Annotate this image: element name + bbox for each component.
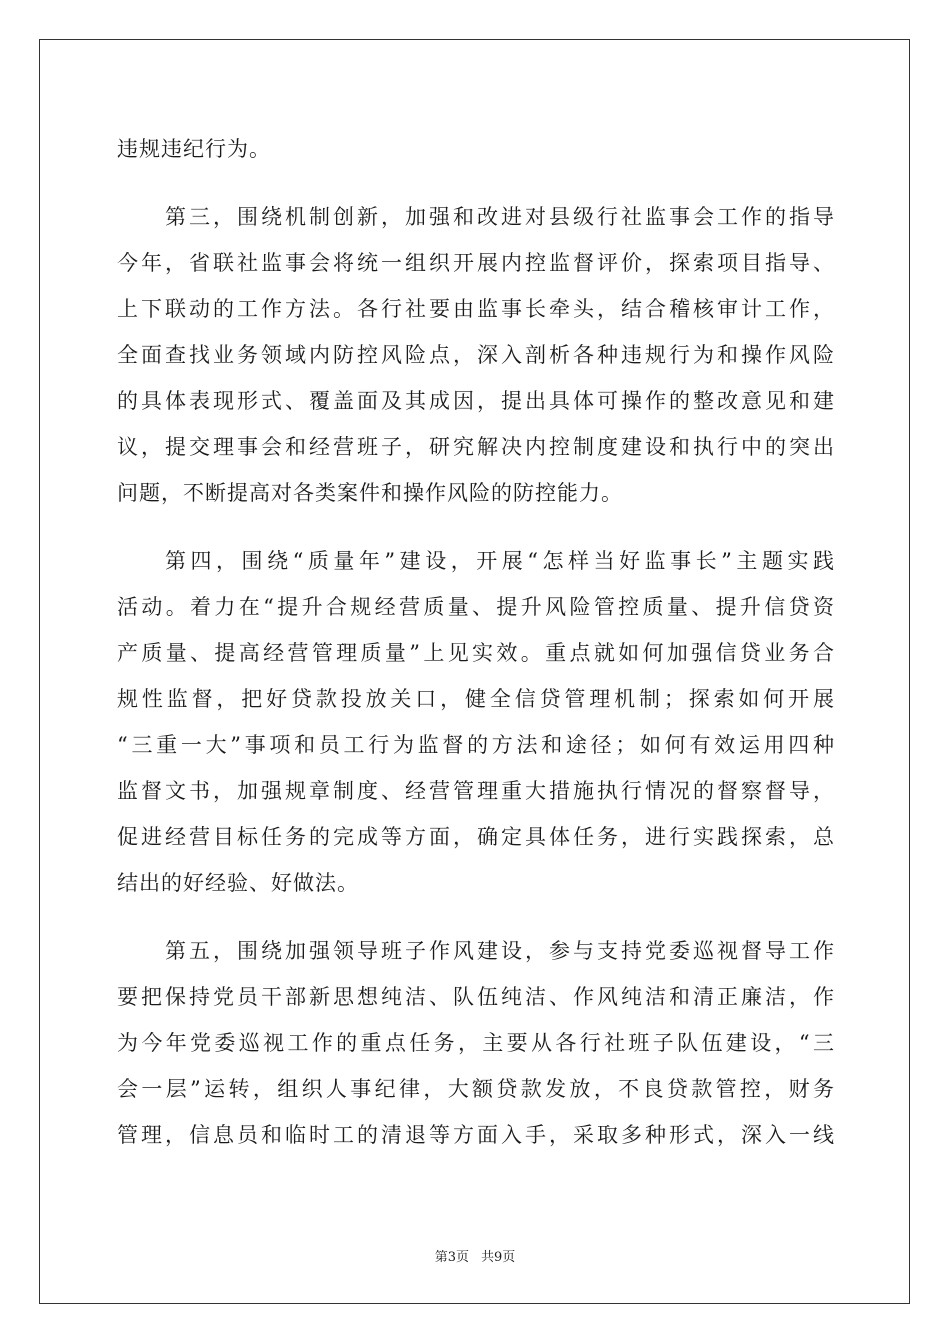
text-line: 今年，省联社监事会将统一组织开展内控监督评价，探索项目指导、 bbox=[117, 251, 835, 275]
text-line: 第四，围绕“质量年”建设，开展“怎样当好监事长”主题实践 bbox=[165, 549, 835, 573]
text-line: 促进经营目标任务的完成等方面，确定具体任务，进行实践探索，总 bbox=[117, 825, 835, 849]
text-line: 监督文书，加强规章制度、经营管理重大措施执行情况的督察督导， bbox=[117, 779, 835, 803]
current-page-label: 第3页 bbox=[434, 1250, 469, 1265]
text-line: 规性监督，把好贷款投放关口，健全信贷管理机制；探索如何开展 bbox=[117, 687, 835, 711]
text-line: 的具体表现形式、覆盖面及其成因，提出具体可操作的整改意见和建 bbox=[117, 389, 835, 413]
total-pages-label: 共9页 bbox=[481, 1250, 516, 1265]
text-line: 上下联动的工作方法。各行社要由监事长牵头，结合稽核审计工作， bbox=[117, 297, 835, 321]
text-line: 管理，信息员和临时工的清退等方面入手，采取多种形式，深入一线 bbox=[117, 1123, 835, 1147]
document-body bbox=[117, 126, 835, 1158]
text-line: 全面查找业务领域内防控风险点，深入剖析各种违规行为和操作风险 bbox=[117, 343, 835, 367]
page-footer bbox=[0, 1246, 950, 1265]
text-line: 问题，不断提高对各类案件和操作风险的防控能力。 bbox=[117, 481, 623, 505]
text-line: 产质量、提高经营管理质量”上见实效。重点就如何加强信贷业务合 bbox=[117, 641, 835, 665]
text-line: 议，提交理事会和经营班子，研究解决内控制度建设和执行中的突出 bbox=[117, 435, 835, 459]
text-line: 为今年党委巡视工作的重点任务，主要从各行社班子队伍建设，“三 bbox=[117, 1031, 835, 1055]
text-line: 结出的好经验、好做法。 bbox=[117, 871, 359, 895]
text-line: 会一层”运转，组织人事纪律，大额贷款发放，不良贷款管控，财务 bbox=[117, 1077, 835, 1101]
text-line: 活动。着力在“提升合规经营质量、提升风险管控质量、提升信贷资 bbox=[117, 595, 835, 619]
text-line: 第五，围绕加强领导班子作风建设，参与支持党委巡视督导工作 bbox=[165, 939, 835, 963]
text-line: 第三，围绕机制创新，加强和改进对县级行社监事会工作的指导 bbox=[165, 205, 835, 229]
text-line: 要把保持党员干部新思想纯洁、队伍纯洁、作风纯洁和清正廉洁，作 bbox=[117, 985, 835, 1009]
text-line: 违规违纪行为。 bbox=[117, 137, 271, 161]
text-line: “三重一大”事项和员工行为监督的方法和途径；如何有效运用四种 bbox=[117, 733, 835, 757]
